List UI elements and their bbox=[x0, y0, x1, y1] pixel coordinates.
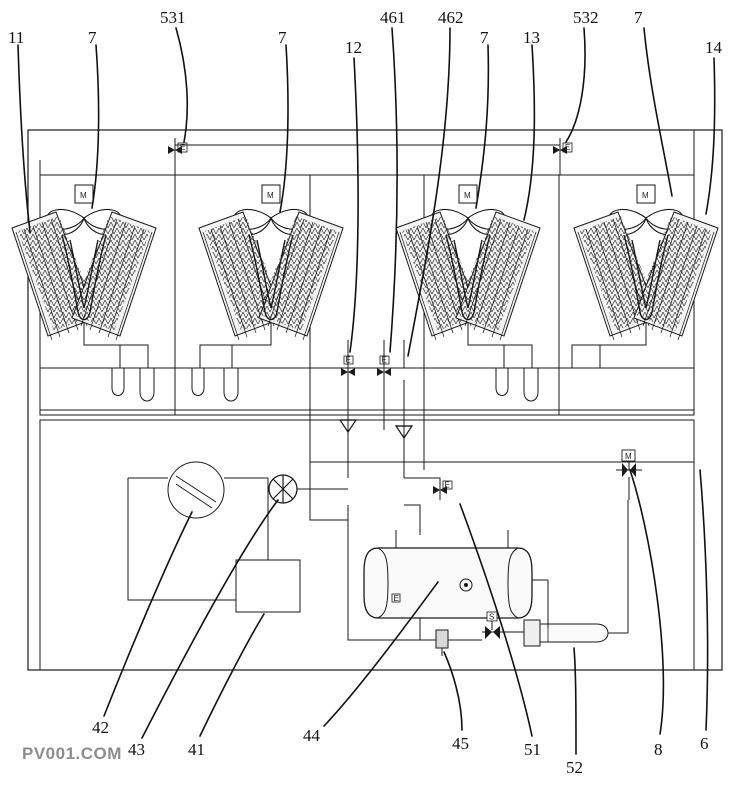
callout-532: 532 bbox=[573, 8, 599, 27]
valve-461 bbox=[341, 356, 355, 385]
callout-13: 13 bbox=[523, 28, 540, 47]
callout-7-c: 7 bbox=[480, 28, 489, 47]
valve-upper-45 bbox=[433, 481, 452, 498]
coil-right-1 bbox=[71, 212, 156, 340]
condenser-unit-2 bbox=[192, 185, 343, 401]
callout-461: 461 bbox=[380, 8, 406, 27]
callout-14: 14 bbox=[705, 38, 722, 57]
callout-42: 42 bbox=[92, 718, 109, 737]
svg-text:E: E bbox=[180, 143, 186, 152]
leader-lines bbox=[18, 28, 715, 754]
filter-drier-52 bbox=[524, 500, 628, 646]
valve-462 bbox=[377, 356, 391, 385]
callout-7-d: 7 bbox=[634, 8, 643, 27]
svg-text:M: M bbox=[80, 191, 87, 200]
u-bend-1 bbox=[112, 368, 154, 401]
svg-text:M: M bbox=[642, 191, 649, 200]
callout-11: 11 bbox=[8, 28, 25, 47]
callout-7-a: 7 bbox=[88, 28, 97, 47]
watermark: PV001.COM bbox=[22, 744, 122, 763]
svg-text:M: M bbox=[464, 191, 471, 200]
svg-text:E: E bbox=[345, 355, 351, 365]
svg-text:E: E bbox=[381, 355, 387, 365]
condenser-unit-3 bbox=[396, 185, 540, 401]
callout-52: 52 bbox=[566, 758, 583, 777]
callout-51: 51 bbox=[524, 740, 541, 759]
callout-41: 41 bbox=[188, 740, 205, 759]
callout-8: 8 bbox=[654, 740, 663, 759]
callout-6: 6 bbox=[700, 734, 709, 753]
callout-7-b: 7 bbox=[278, 28, 287, 47]
svg-text:E: E bbox=[444, 480, 450, 490]
pump-43 bbox=[269, 475, 297, 503]
valve-532 bbox=[553, 138, 572, 154]
callout-12: 12 bbox=[345, 38, 362, 57]
manifold-piping bbox=[40, 340, 694, 478]
callout-43: 43 bbox=[128, 740, 145, 759]
svg-text:S: S bbox=[489, 612, 495, 622]
svg-text:E: E bbox=[393, 594, 399, 603]
callout-45: 45 bbox=[452, 734, 469, 753]
callout-462: 462 bbox=[438, 8, 464, 27]
condenser-unit-1 bbox=[12, 185, 156, 401]
condenser-unit-4 bbox=[572, 185, 718, 368]
svg-text:M: M bbox=[267, 191, 274, 200]
svg-text:M: M bbox=[625, 452, 632, 461]
valve-8 bbox=[616, 450, 642, 500]
svg-text:E: E bbox=[565, 143, 571, 152]
receiver-tank-44 bbox=[364, 530, 548, 640]
drain-filter-45 bbox=[420, 630, 482, 656]
callout-531: 531 bbox=[160, 8, 186, 27]
callout-44: 44 bbox=[303, 726, 320, 745]
